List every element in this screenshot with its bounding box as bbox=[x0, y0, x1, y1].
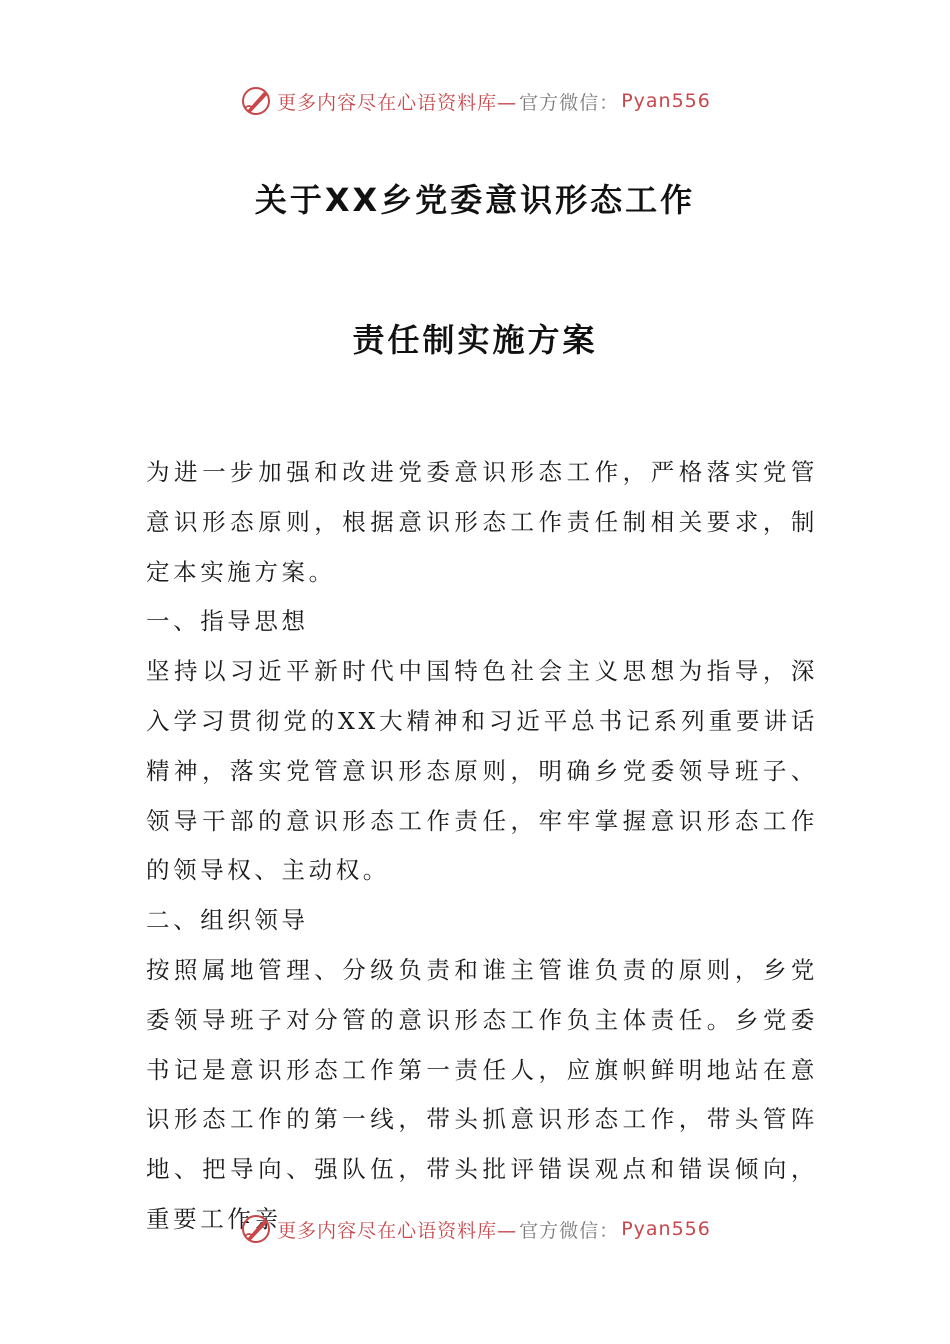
section-heading-guiding-ideology: 一、指导思想 bbox=[146, 607, 309, 636]
pen-logo-icon bbox=[239, 1212, 273, 1246]
document-title-line-2: 责任制实施方案 bbox=[352, 321, 598, 359]
pen-logo-icon bbox=[239, 84, 273, 118]
document-body bbox=[146, 448, 818, 1245]
document-title-line-1: 关于XX乡党委意识形态工作 bbox=[254, 181, 696, 219]
organization-paragraph: 按照属地管理、分级负责和谁主管谁负责的原则，乡党委领导班子对分管的意识形态工作负主体责任。乡党委书记是意识形态工作第一责任人，应旗帜鲜明地站在意识形态工作的第一线，带头抓意识形态工作，带头管阵地、把导向、强队伍，带头批评错误观点和错误倾向，重要工作亲 bbox=[146, 955, 818, 1233]
guiding-ideology-paragraph: 坚持以习近平新时代中国特色社会主义思想为指导，深入学习贯彻党的XX大精神和习近平总书记系列重要讲话精神，落实党管意识形态原则，明确乡党委领导班子、领导干部的意识形态工作责任，牢牢掌握意识形态工作的领导权、主动权。 bbox=[146, 657, 818, 885]
watermark-footer bbox=[0, 1212, 950, 1246]
watermark-wechat-id: Pyan556 bbox=[621, 1218, 711, 1240]
watermark-sub-text: 官方微信： bbox=[519, 91, 620, 114]
section-heading-organization: 二、组织领导 bbox=[146, 906, 309, 935]
watermark-main-text: 更多内容尽在心语资料库— bbox=[277, 91, 518, 114]
intro-paragraph: 为进一步加强和改进党委意识形态工作，严格落实党管意识形态原则，根据意识形态工作责任制相关要求，制定本实施方案。 bbox=[146, 458, 818, 586]
watermark-sub-text: 官方微信： bbox=[519, 1219, 620, 1242]
watermark-header bbox=[0, 84, 950, 118]
watermark-wechat-id: Pyan556 bbox=[621, 90, 711, 112]
watermark-main-text: 更多内容尽在心语资料库— bbox=[277, 1219, 518, 1242]
